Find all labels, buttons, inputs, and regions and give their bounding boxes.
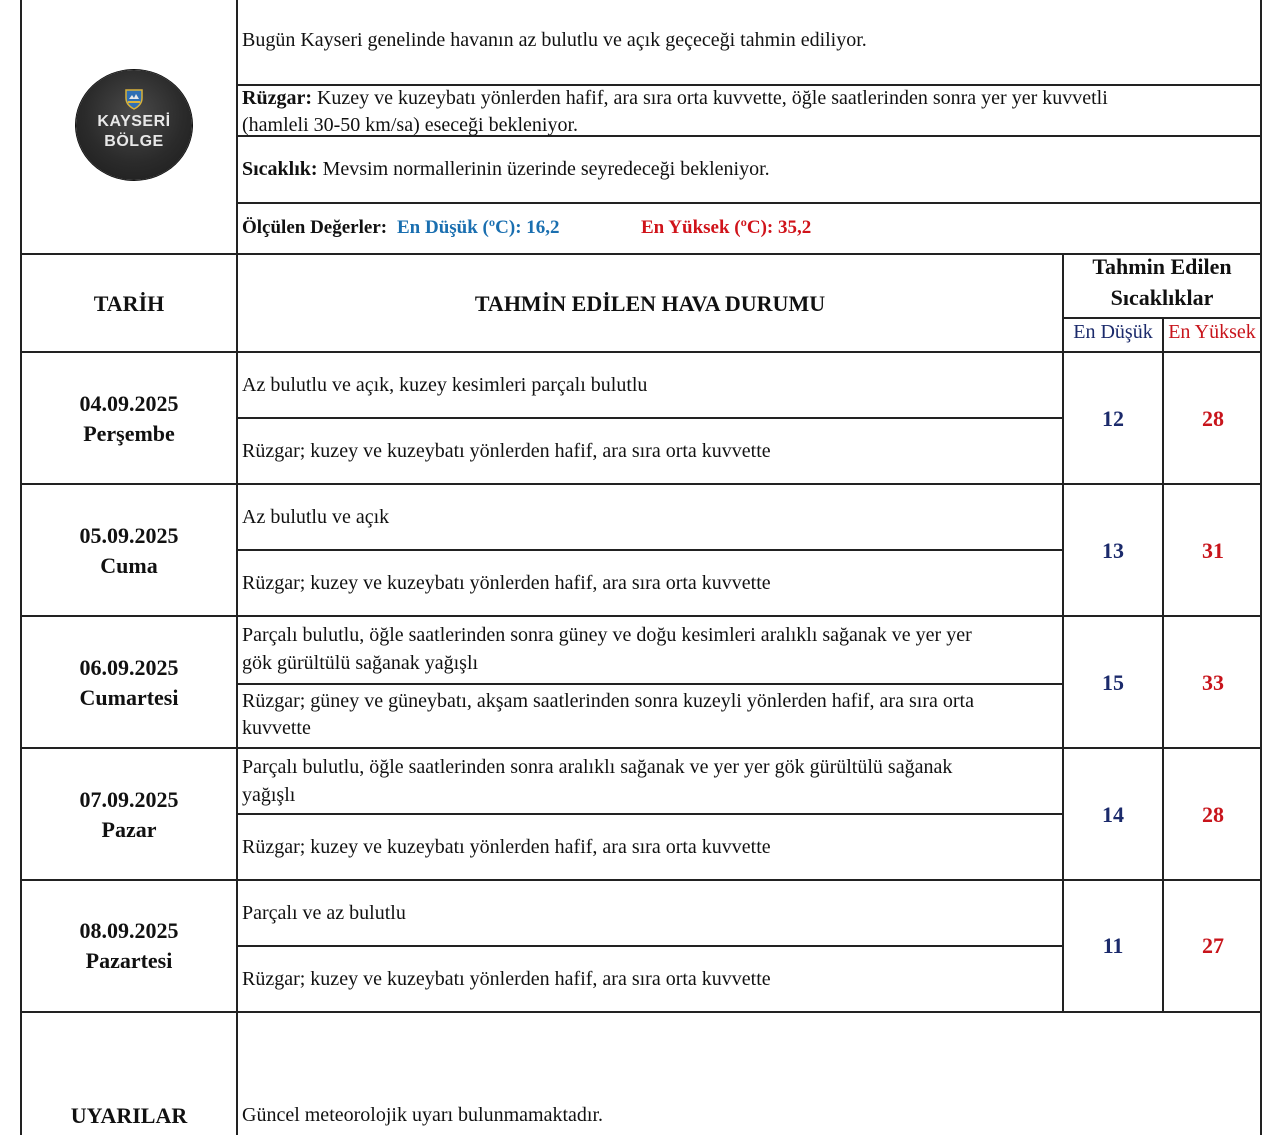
row-4-max-temp: 28 bbox=[1202, 802, 1224, 827]
row-3-weather-line2: gök gürültülü sağanak yağışlı bbox=[242, 652, 479, 674]
row-4-date: 07.09.2025 bbox=[79, 787, 179, 812]
wind-summary-line2: (hamleli 30-50 km/sa) eseceği bekleniyor. bbox=[242, 114, 579, 136]
row-3-split bbox=[236, 683, 1063, 685]
shield-icon bbox=[124, 88, 144, 110]
row-2-date: 05.09.2025 bbox=[79, 523, 179, 548]
warnings-text: Güncel meteorolojik uyarı bulunmamaktadır. bbox=[242, 1104, 604, 1126]
column-header-forecast: TAHMİN EDİLEN HAVA DURUMU bbox=[474, 291, 826, 316]
row-5-day: Pazartesi bbox=[85, 948, 173, 973]
temperature-summary-label: Sıcaklık: bbox=[242, 158, 318, 180]
row-3-date: 06.09.2025 bbox=[79, 655, 179, 680]
row-1-split bbox=[236, 417, 1063, 419]
row-2-min-temp: 13 bbox=[1102, 538, 1124, 563]
general-forecast-text: Bugün Kayseri genelinde havanın az bulutlu ve açık geçeceği tahmin ediliyor. bbox=[242, 29, 867, 51]
logo-text-line2: BÖLGE bbox=[104, 133, 164, 150]
row-4-wind: Rüzgar; kuzey ve kuzeybatı yönlerden hafif, ara sıra orta kuvvette bbox=[242, 836, 771, 858]
row-3-wind-line2: kuvvette bbox=[242, 717, 311, 739]
table-border-right bbox=[1260, 0, 1262, 1135]
table-divider-date bbox=[236, 0, 238, 1135]
row-1-bottom bbox=[20, 483, 1262, 485]
row-2-bottom bbox=[20, 615, 1262, 617]
row-5-wind: Rüzgar; kuzey ve kuzeybatı yönlerden hafif, ara sıra orta kuvvette bbox=[242, 968, 771, 990]
row-5-min-temp: 11 bbox=[1102, 933, 1124, 958]
row-4-split bbox=[236, 813, 1063, 815]
column-header-max: En Yüksek bbox=[1168, 321, 1256, 343]
row-5-bottom bbox=[20, 1011, 1262, 1013]
row-1-min-temp: 12 bbox=[1102, 406, 1124, 431]
row-3-min-temp: 15 bbox=[1102, 670, 1124, 695]
row-1-day: Perşembe bbox=[83, 421, 175, 446]
wind-summary-label: Rüzgar: bbox=[242, 87, 312, 109]
row-2-wind: Rüzgar; kuzey ve kuzeybatı yönlerden hafif, ara sıra orta kuvvette bbox=[242, 572, 771, 594]
row-4-min-temp: 14 bbox=[1102, 802, 1124, 827]
row-2-day: Cuma bbox=[100, 553, 158, 578]
kayseri-bolge-logo bbox=[76, 70, 192, 180]
temperature-summary-text: Mevsim normallerinin üzerinde seyredeceği bekleniyor. bbox=[322, 158, 770, 180]
header-divider-3 bbox=[236, 202, 1262, 204]
measured-values-label: Ölçülen Değerler: bbox=[242, 217, 388, 238]
column-header-min: En Düşük bbox=[1073, 321, 1153, 343]
row-2-weather: Az bulutlu ve açık bbox=[242, 506, 390, 528]
logo-text-line1: KAYSERİ bbox=[97, 113, 171, 130]
row-4-weather-line2: yağışlı bbox=[242, 784, 296, 806]
column-header-temps-line1: Tahmin Edilen bbox=[1092, 254, 1232, 279]
row-5-weather: Parçalı ve az bulutlu bbox=[242, 902, 406, 924]
row-2-split bbox=[236, 549, 1063, 551]
row-4-bottom bbox=[20, 879, 1262, 881]
row-1-date: 04.09.2025 bbox=[79, 391, 179, 416]
temperature-summary bbox=[242, 155, 770, 183]
column-header-temps-line2: Sıcaklıklar bbox=[1110, 285, 1214, 310]
row-3-day: Cumartesi bbox=[79, 685, 179, 710]
row-3-weather-line1: Parçalı bulutlu, öğle saatlerinden sonra güney ve doğu kesimleri aralıklı sağanak ve yer yer bbox=[242, 624, 972, 646]
row-2-max-temp: 31 bbox=[1202, 538, 1224, 563]
row-1-weather: Az bulutlu ve açık, kuzey kesimleri parçalı bulutlu bbox=[242, 374, 648, 396]
row-3-max-temp: 33 bbox=[1202, 670, 1224, 695]
column-header-date: TARİH bbox=[93, 291, 165, 316]
row-3-bottom bbox=[20, 747, 1262, 749]
row-5-date: 08.09.2025 bbox=[79, 918, 179, 943]
wind-summary-text: Kuzey ve kuzeybatı yönlerden hafif, ara sıra orta kuvvette, öğle saatlerinden sonra yer yer kuvvetli bbox=[316, 87, 1108, 109]
table-divider-forecast bbox=[1062, 254, 1064, 1012]
row-1-max-temp: 28 bbox=[1202, 406, 1224, 431]
row-4-day: Pazar bbox=[101, 817, 157, 842]
row-5-split bbox=[236, 945, 1063, 947]
column-header-bottom bbox=[20, 351, 1262, 353]
row-5-max-temp: 27 bbox=[1202, 933, 1224, 958]
warnings-label: UYARILAR bbox=[70, 1103, 188, 1128]
measured-max-value: En Yüksek (ºC): 35,2 bbox=[641, 217, 812, 238]
row-3-wind-line1: Rüzgar; güney ve güneybatı, akşam saatlerinden sonra kuzeyli yönlerden hafif, ara sıra orta bbox=[242, 690, 974, 712]
measured-min-value: En Düşük (ºC): 16,2 bbox=[397, 217, 560, 238]
row-4-weather-line1: Parçalı bulutlu, öğle saatlerinden sonra aralıklı sağanak ve yer yer gök gürültülü sağanak bbox=[242, 756, 953, 778]
wind-summary-line1 bbox=[242, 84, 1108, 112]
row-1-wind: Rüzgar; kuzey ve kuzeybatı yönlerden hafif, ara sıra orta kuvvette bbox=[242, 440, 771, 462]
